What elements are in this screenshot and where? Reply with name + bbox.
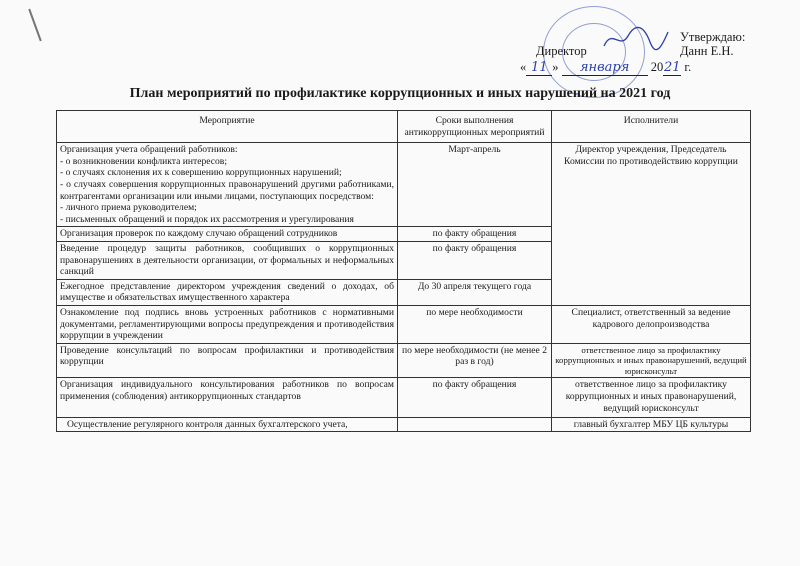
measures-table [56, 110, 751, 432]
term-cell: по факту обращения [398, 378, 552, 417]
term-cell: по факту обращения [398, 241, 552, 279]
term-cell: по мере необходимости (не менее 2 раз в год) [398, 343, 552, 378]
event-cell: Ознакомление под подпись вновь устроенных работников с нормативными документами, регламентирующими вопросы предупреждения и противодействия коррупции в учреждении [57, 305, 398, 343]
director-label: Директор [536, 44, 587, 58]
table-row [57, 143, 751, 227]
term-cell [398, 417, 552, 432]
date-year-end: г. [684, 60, 692, 74]
director-name: Данн Е.Н. [680, 44, 734, 58]
executor-cell: Директор учреждения, Председатель Комиссии по противодействию коррупции [552, 143, 751, 306]
date-month: января [562, 60, 648, 76]
table-row [57, 305, 751, 343]
event-line: - о случаях совершения коррупционных правонарушений другими работниками, контрагентами организации или иными лицами, поступающих посредством: [60, 178, 394, 202]
date-year-suffix: 21 [663, 60, 681, 75]
header-event: Мероприятие [57, 111, 398, 143]
director-signature [600, 24, 670, 54]
event-line: - письменных обращений и порядок их рассмотрения и урегулирования [60, 213, 354, 225]
table-row [57, 378, 751, 417]
header-term: Сроки выполнения антикоррупционных мероприятий [398, 111, 552, 143]
term-cell: До 30 апреля текущего года [398, 279, 552, 305]
executor-cell: главный бухгалтер МБУ ЦБ культуры [552, 417, 751, 432]
date-year-prefix: 20 [650, 60, 664, 74]
event-cell: Осуществление регулярного контроля данных бухгалтерского учета, [57, 417, 398, 432]
event-line: - о возникновении конфликта интересов; [60, 155, 228, 167]
event-cell: Проведение консультаций по вопросам профилактики и противодействия коррупции [57, 343, 398, 378]
table-row [57, 417, 751, 432]
table-header-row [57, 111, 751, 143]
approval-date [520, 60, 691, 76]
table-row [57, 343, 751, 378]
term-cell: по факту обращения [398, 227, 552, 242]
event-cell [57, 143, 398, 227]
event-cell: Организация индивидуального консультирования работников по вопросам применения (соблюдения) антикоррупционных стандартов [57, 378, 398, 417]
scan-artifact [28, 9, 42, 42]
event-line: - о случаях склонения их к совершению коррупционных нарушений; [60, 167, 342, 179]
executor-cell: ответственное лицо за профилактику коррупционных и иных правонарушений, ведущий юрисконсульт [552, 378, 751, 417]
event-line: Организация учета обращений работников: [60, 144, 238, 156]
event-cell: Ежегодное представление директором учреждения сведений о доходах, об имуществе и обязательствах имущественного характера [57, 279, 398, 305]
date-day: 11 [526, 60, 552, 76]
header-executor: Исполнители [552, 111, 751, 143]
executor-cell: ответственное лицо за профилактику коррупционных и иных правонарушений, ведущий юрисконсульт [552, 343, 751, 378]
executor-cell: Специалист, ответственный за ведение кадрового делопроизводства [552, 305, 751, 343]
term-cell: Март-апрель [398, 143, 552, 227]
term-cell: по мере необходимости [398, 305, 552, 343]
document-title: План мероприятий по профилактике коррупционных и иных нарушений на 2021 год [129, 86, 671, 101]
event-cell: Организация проверок по каждому случаю обращений сотрудников [57, 227, 398, 242]
event-cell: Введение процедур защиты работников, сообщивших о коррупционных правонарушениях в деятельности организации, от формальных и неформальных санкций [57, 241, 398, 279]
approve-label: Утверждаю: [680, 30, 746, 44]
event-line: - личного приема руководителем; [60, 202, 197, 214]
date-mid: » [552, 60, 559, 74]
date-prefix: « [520, 60, 527, 74]
